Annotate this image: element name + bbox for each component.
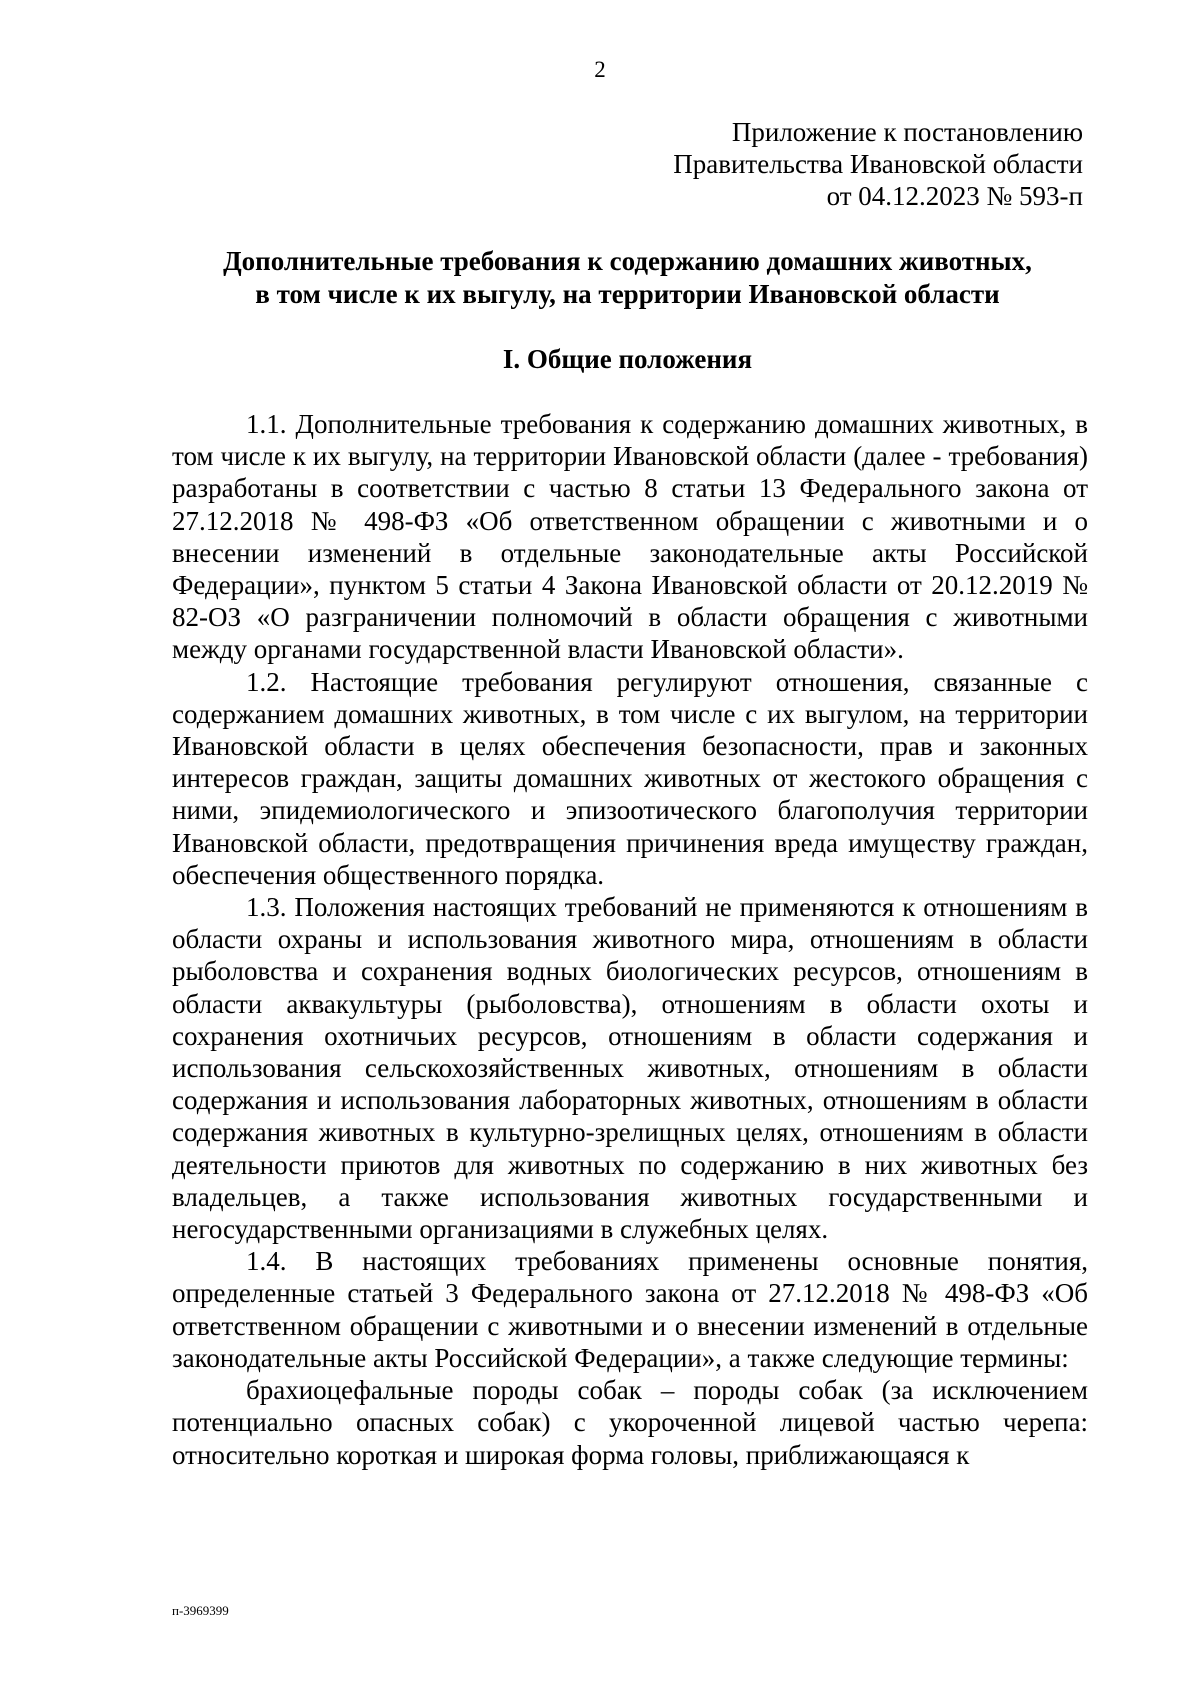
page-number: 2: [594, 57, 606, 82]
document-title: [160, 245, 1095, 311]
attachment-line: от 04.12.2023 № 593-п: [826, 181, 1083, 211]
section-heading: I. Общие положения: [502, 344, 753, 374]
paragraph-definition: брахиоцефальные породы собак – породы собак (за исключением потенциально опасных собак) с укороченной лицевой частью черепа: относительно короткая и широкая форма головы, приближающаяся к: [172, 1375, 1088, 1470]
attachment-line: Правительства Ивановской области: [673, 149, 1083, 179]
paragraph-1-2: 1.2. Настоящие требования регулируют отношения, связанные с содержанием домашних животных, в том числе с их выгулом, на территории Ивановской области в целях обеспечения безопасности, прав и законных интересов граждан, защиты домашних животных от жестокого обращения с ними, эпидемиологического и эпизоотического благополучия территории Ивановской области, предотвращения причинения вреда имуществу граждан, обеспечения общественного порядка.: [172, 666, 1088, 890]
paragraph-1-3: 1.3. Положения настоящих требований не применяются к отношениям в области охраны и использования животного мира, отношениям в области рыболовства и сохранения водных биологических ресурсов, отношениям в области аквакультуры (рыболовства), отношениям в области охоты и сохранения охотничьих ресурсов, отношениям в области содержания и использования сельскохозяйственных животных, отношениям в области содержания и использования лабораторных животных, отношениям в области содержания животных в культурно-зрелищных целях, отношениям в области деятельности приютов для животных по содержанию в них животных без владельцев, а также использования животных государственными и негосударственными организациями в служебных целях.: [172, 892, 1088, 1245]
body-text: [172, 408, 1088, 1471]
document-id: п-3969399: [172, 1603, 229, 1618]
attachment-note: [673, 116, 1083, 212]
document-title-line: в том числе к их выгулу, на территории Ивановской области: [255, 279, 1000, 309]
paragraph-1-1: 1.1. Дополнительные требования к содержанию домашних животных, в том числе к их выгулу, на территории Ивановской области (далее - требования) разработаны в соответствии с частью 8 статьи 13 Федерального закона от 27.12.2018 № 498-ФЗ «Об ответственном обращении с животными и о внесении изменений в отдельные законодательные акты Российской Федерации», пунктом 5 статьи 4 Закона Ивановской области от 20.12.2019 № 82-ОЗ «О разграничении полномочий в области обращения с животными между органами государственной власти Ивановской области».: [172, 409, 1088, 665]
document-title-line: Дополнительные требования к содержанию домашних животных,: [223, 246, 1032, 276]
paragraph-1-4: 1.4. В настоящих требованиях применены основные понятия, определенные статьей 3 Федерального закона от 27.12.2018 № 498-ФЗ «Об ответственном обращении с животными и о внесении изменений в отдельные законодательные акты Российской Федерации», а также следующие термины:: [172, 1246, 1088, 1373]
attachment-line: Приложение к постановлению: [731, 117, 1083, 147]
